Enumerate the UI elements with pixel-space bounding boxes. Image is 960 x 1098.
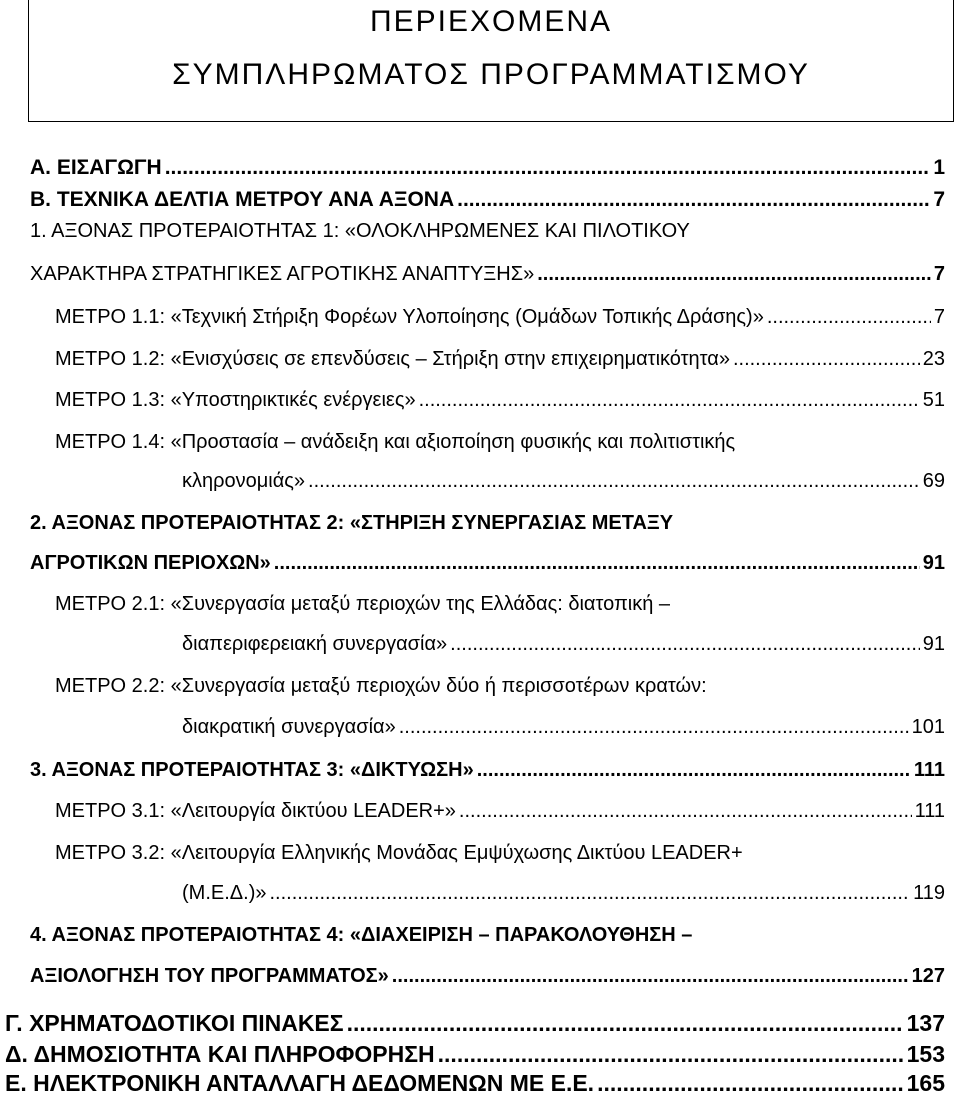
toc-page-number: 7 [933, 188, 945, 211]
toc-entry-m22[interactable] [182, 712, 945, 742]
toc-entry-m14[interactable] [182, 466, 945, 496]
toc-entry-label: ΑΓΡΟΤΙΚΩΝ ΠΕΡΙΟΧΩΝ» [30, 552, 271, 574]
toc-leader-dots [399, 712, 909, 742]
toc-leader-dots [438, 1039, 904, 1069]
toc-leader-dots [767, 302, 931, 332]
toc-entry-axis1[interactable] [30, 259, 945, 289]
toc-entry-label: (Μ.Ε.Δ.)» [182, 882, 267, 904]
toc-leader-dots [537, 259, 931, 289]
toc-entry-label: ΑΞΙΟΛΟΓΗΣΗ ΤΟΥ ΠΡΟΓΡΑΜΜΑΤΟΣ» [30, 965, 389, 987]
toc-leader-dots [274, 548, 920, 578]
toc-entry-label: Β. ΤΕΧΝΙΚΑ ΔΕΛΤΙΑ ΜΕΤΡΟΥ ΑΝΑ ΑΞΟΝΑ [30, 188, 455, 211]
toc-entry-m11[interactable] [55, 302, 945, 332]
toc-page-number: 23 [922, 348, 945, 370]
toc-leader-dots [347, 1008, 904, 1038]
toc-page-number: 7 [933, 306, 945, 328]
toc-page-number: 7 [933, 263, 945, 285]
toc-page-number: 153 [906, 1041, 945, 1067]
toc-page-number: 111 [914, 800, 945, 822]
toc-entry-m32-line1[interactable]: ΜΕΤΡΟ 3.2: «Λειτουργία Ελληνικής Μονάδας Εμψύχωσης Δικτύου LEADER+ [55, 842, 743, 864]
toc-entry-axis3[interactable] [30, 755, 945, 785]
toc-leader-dots [457, 185, 930, 215]
toc-entry-label: ΜΕΤΡΟ 1.3: «Υποστηρικτικές ενέργειες» [55, 389, 416, 411]
toc-entry-axis4-line1[interactable]: 4. ΑΞΟΝΑΣ ΠΡΟΤΕΡΑΙΟΤΗΤΑΣ 4: «ΔΙΑΧΕΙΡΙΣΗ – ΠΑΡΑΚΟΛΟΥΘΗΣΗ – [30, 924, 693, 946]
toc-leader-dots [165, 153, 931, 183]
toc-page-number: 165 [906, 1070, 945, 1096]
toc-leader-dots [419, 385, 920, 415]
toc-entry-b[interactable] [30, 185, 945, 215]
toc-entry-a[interactable] [30, 153, 945, 183]
toc-entry-m32[interactable] [182, 878, 945, 908]
toc-entry-label: Α. ΕΙΣΑΓΩΓΗ [30, 156, 162, 179]
toc-page-number: 51 [922, 389, 945, 411]
toc-page-number: 119 [913, 882, 945, 904]
toc-entry-m22-line1[interactable]: ΜΕΤΡΟ 2.2: «Συνεργασία μεταξύ περιοχών δύο ή περισσοτέρων κρατών: [55, 675, 707, 697]
toc-entry-g[interactable] [5, 1008, 945, 1038]
toc-entry-label: ΜΕΤΡΟ 3.1: «Λειτουργία δικτύου LEADER+» [55, 800, 456, 822]
toc-leader-dots [392, 961, 909, 991]
toc-leader-dots [597, 1068, 904, 1098]
toc-entry-m21-line1[interactable]: ΜΕΤΡΟ 2.1: «Συνεργασία μεταξύ περιοχών της Ελλάδας: διατοπική – [55, 593, 670, 615]
toc-entry-d[interactable] [5, 1039, 945, 1069]
toc-leader-dots [269, 878, 910, 908]
toc-entry-axis1-line1[interactable]: 1. ΑΞΟΝΑΣ ΠΡΟΤΕΡΑΙΟΤΗΤΑΣ 1: «ΟΛΟΚΛΗΡΩΜΕΝΕΣ ΚΑΙ ΠΙΛΟΤΙΚΟΥ [30, 220, 690, 242]
toc-page-number: 69 [922, 470, 945, 492]
toc-entry-axis2-line1[interactable]: 2. ΑΞΟΝΑΣ ΠΡΟΤΕΡΑΙΟΤΗΤΑΣ 2: «ΣΤΗΡΙΞΗ ΣΥΝΕΡΓΑΣΙΑΣ ΜΕΤΑΞΥ [30, 512, 674, 534]
toc-entry-label: Γ. ΧΡΗΜΑΤΟΔΟΤΙΚΟΙ ΠΙΝΑΚΕΣ [5, 1010, 344, 1036]
toc-entry-label: διαπεριφερειακή συνεργασία» [182, 633, 448, 655]
toc-entry-label: Δ. ΔΗΜΟΣΙΟΤΗΤΑ ΚΑΙ ΠΛΗΡΟΦΟΡΗΣΗ [5, 1041, 435, 1067]
toc-page-number: 1 [933, 156, 945, 179]
toc-entry-m31[interactable] [55, 796, 945, 826]
toc-entry-label: Ε. ΗΛΕΚΤΡΟΝΙΚΗ ΑΝΤΑΛΛΑΓΗ ΔΕΔΟΜΕΝΩΝ ΜΕ Ε.Ε. [5, 1070, 595, 1096]
toc-entry-e[interactable] [5, 1068, 945, 1098]
toc-entry-label: 3. ΑΞΟΝΑΣ ΠΡΟΤΕΡΑΙΟΤΗΤΑΣ 3: «ΔΙΚΤΥΩΣΗ» [30, 759, 474, 781]
toc-entry-axis4[interactable] [30, 961, 945, 991]
toc-leader-dots [477, 755, 911, 785]
toc-entry-m21[interactable] [182, 629, 945, 659]
toc-page-number: 91 [922, 633, 945, 655]
toc-entry-m12[interactable] [55, 344, 945, 374]
toc-entry-label: ΜΕΤΡΟ 1.2: «Ενισχύσεις σε επενδύσεις – Στήριξη στην επιχειρηματικότητα» [55, 348, 730, 370]
toc-entry-label: διακρατική συνεργασία» [182, 716, 396, 738]
title-box [28, 0, 954, 122]
toc-leader-dots [450, 629, 920, 659]
page-subtitle: ΣΥΜΠΛΗΡΩΜΑΤΟΣ ΠΡΟΓΡΑΜΜΑΤΙΣΜΟΥ [172, 58, 810, 91]
toc-page-number: 91 [922, 552, 945, 574]
toc-page-number: 137 [906, 1010, 945, 1036]
toc-entry-axis2[interactable] [30, 548, 945, 578]
toc-entry-label: κληρονομιάς» [182, 470, 306, 492]
toc-leader-dots [459, 796, 912, 826]
toc-entry-label: ΜΕΤΡΟ 1.1: «Τεχνική Στήριξη Φορέων Υλοποίησης (Ομάδων Τοπικής Δράσης)» [55, 306, 764, 328]
page-title: ΠΕΡΙΕΧΟΜΕΝΑ [369, 5, 613, 38]
toc-entry-m13[interactable] [55, 385, 945, 415]
toc-entry-label: ΧΑΡΑΚΤΗΡΑ ΣΤΡΑΤΗΓΙΚΕΣ ΑΓΡΟΤΙΚΗΣ ΑΝΑΠΤΥΞΗΣ» [30, 263, 535, 285]
toc-page-number: 127 [911, 965, 945, 987]
toc-leader-dots [308, 466, 920, 496]
toc-page-number: 111 [913, 759, 945, 781]
toc-page-number: 101 [911, 716, 945, 738]
toc-entry-m14-line1[interactable]: ΜΕΤΡΟ 1.4: «Προστασία – ανάδειξη και αξιοποίηση φυσικής και πολιτιστικής [55, 431, 736, 453]
toc-leader-dots [733, 344, 920, 374]
